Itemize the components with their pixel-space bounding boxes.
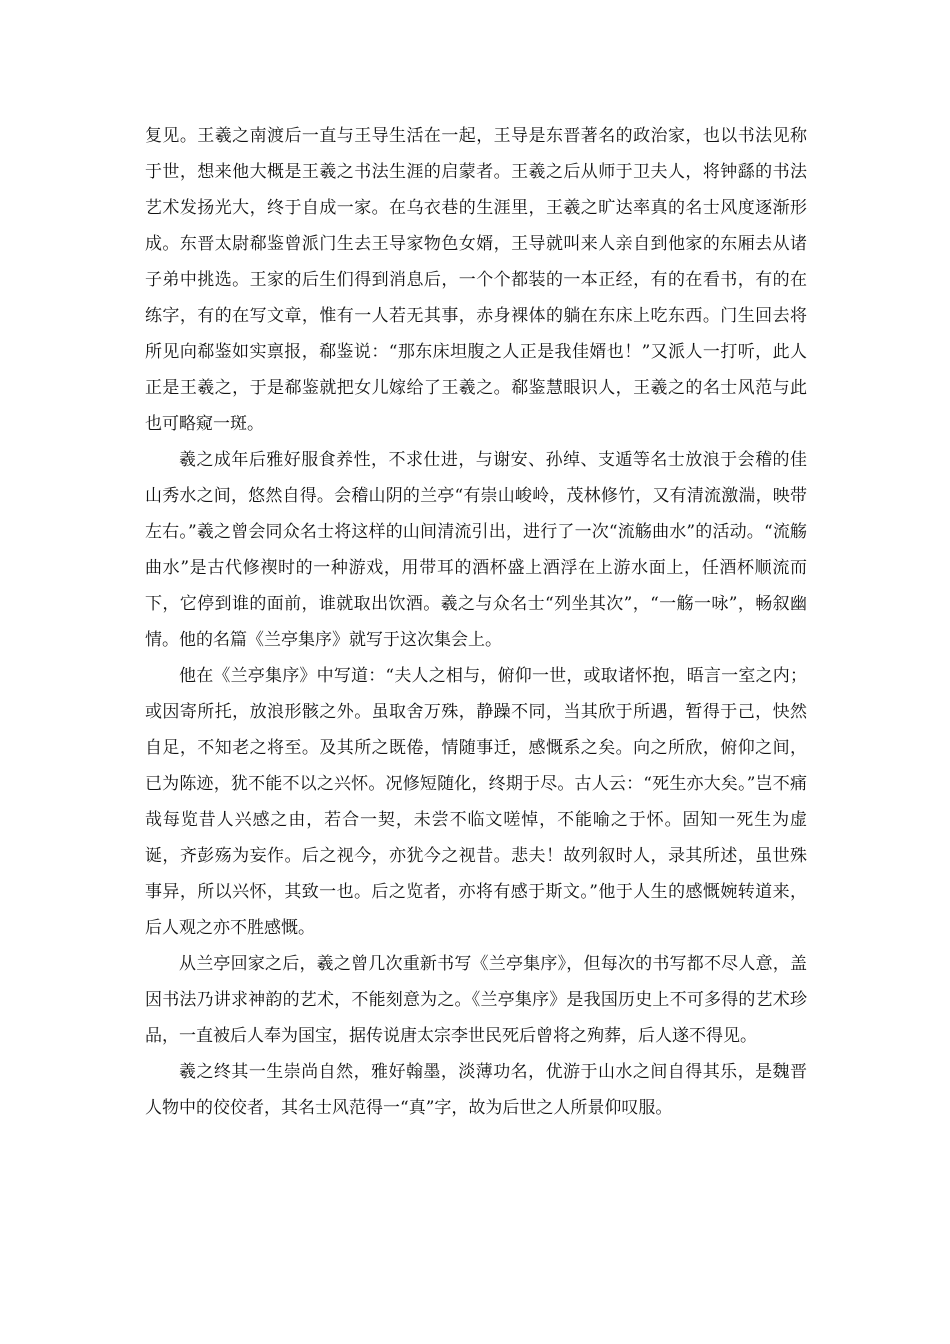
paragraph-lanting-gathering: 羲之成年后雅好服食养性，不求仕进，与谢安、孙绰、支遁等名士放浪于会稽的佳山秀水之间，悠然自得。会稽山阴的兰亭“有崇山峻岭，茂林修竹，又有清流激湍，映带左右。”羲之曾会同众名士将这样的山间清流引出，进行了一次“流觞曲水”的活动。“流觞曲水”是古代修禊时的一种游戏，用带耳的酒杯盛上酒浮在上游水面上，任酒杯顺流而下，它停到谁的面前，谁就取出饮酒。羲之与众名士“列坐其次”，“一觞一咏”，畅叙幽情。他的名篇《兰亭集序》就写于这次集会上。 <box>145 450 807 650</box>
paragraph-conclusion: 羲之终其一生崇尚自然，雅好翰墨，淡薄功名，优游于山水之间自得其乐，是魏晋人物中的佼佼者，其名士风范得一“真”字，故为后世之人所景仰叹服。 <box>145 1062 807 1118</box>
paragraph-lanting-preface-quote: 他在《兰亭集序》中写道：“夫人之相与，俯仰一世，或取诸怀抱，晤言一室之内；或因寄所托，放浪形骸之外。虽取舍万殊，静躁不同，当其欣于所遇，暂得于己，快然自足，不知老之将至。及其所之既倦，情随事迁，感慨系之矣。向之所欣，俯仰之间，已为陈迹，犹不能不以之兴怀。况修短随化，终期于尽。古人云：“死生亦大矣。”岂不痛哉每览昔人兴感之由，若合一契，未尝不临文嗟悼，不能喻之于怀。固知一死生为虚诞，齐彭殇为妄作。后之视今，亦犹今之视昔。悲夫！故列叙时人，录其所述，虽世殊事异，所以兴怀，其致一也。后之览者，亦将有感于斯文。”他于人生的感慨婉转道来，后人观之亦不胜感慨。 <box>145 666 807 938</box>
paragraph-continuation: 复见。王羲之南渡后一直与王导生活在一起，王导是东晋著名的政治家，也以书法见称于世，想来他大概是王羲之书法生涯的启蒙者。王羲之后从师于卫夫人，将钟繇的书法艺术发扬光大，终于自成一家。在乌衣巷的生涯里，王羲之旷达率真的名士风度逐渐形成。东晋太尉郗鉴曾派门生去王导家物色女婿，王导就叫来人亲自到他家的东厢去从诸子弟中挑选。王家的后生们得到消息后，一个个都装的一本正经，有的在看书，有的在练字，有的在写文章，惟有一人若无其事，赤身裸体的躺在东床上吃东西。门生回去将所见向郗鉴如实禀报，郗鉴说：“那东床坦腹之人正是我佳婿也！”又派人一打听，此人正是王羲之，于是郗鉴就把女儿嫁给了王羲之。郗鉴慧眼识人，王羲之的名士风范与此也可略窥一斑。 <box>145 126 807 434</box>
paragraph-rewriting-preface: 从兰亭回家之后，羲之曾几次重新书写《兰亭集序》，但每次的书写都不尽人意，盖因书法乃讲求神韵的艺术，不能刻意为之。《兰亭集序》是我国历史上不可多得的艺术珍品，一直被后人奉为国宝，据传说唐太宗李世民死后曾将之殉葬，后人遂不得见。 <box>145 954 807 1046</box>
document-page <box>145 118 807 1126</box>
